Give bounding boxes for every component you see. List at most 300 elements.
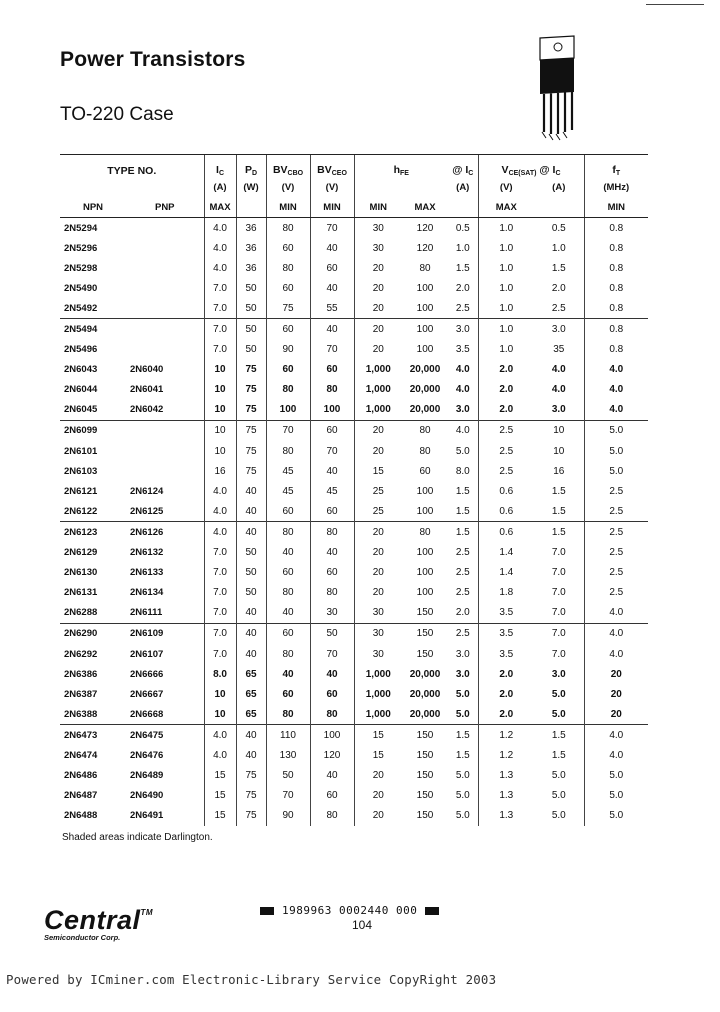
cell-ic: 7.0 (204, 603, 236, 624)
cell-ft: 2.5 (584, 522, 648, 543)
cell-hic: 2.0 (455, 282, 470, 294)
cell-vic: 3.0 (551, 404, 566, 416)
central-logo (44, 900, 153, 942)
logo-name: Central (44, 905, 141, 935)
cell-vic: 7.0 (551, 567, 566, 579)
table-row (60, 664, 648, 684)
cell-vic: 3.0 (534, 319, 584, 340)
cell-bvceo: 55 (310, 298, 354, 319)
cell-ft: 0.8 (584, 238, 648, 258)
bvceo-limit: MIN (310, 197, 354, 218)
cell-pnp: 2N6668 (130, 708, 164, 720)
cell-pnp: 2N6041 (130, 384, 164, 396)
cell-pnp: 2N6475 (126, 725, 204, 746)
cell-bvceo: 100 (310, 400, 354, 421)
cell-bvceo: 40 (310, 278, 354, 298)
cell-ic: 4.0 (204, 725, 236, 746)
header-row-2 (60, 177, 648, 197)
cell-ic: 7.0 (204, 644, 236, 664)
cell-vic: 5.0 (551, 810, 566, 822)
cell-vce: 2.0 (478, 360, 534, 380)
cell-pnp: 2N6666 (130, 668, 164, 680)
ic-limit: MAX (204, 197, 236, 218)
cell-bvcbo: 90 (266, 806, 310, 826)
cell-ic: 16 (204, 461, 236, 481)
cell-ic: 10 (204, 441, 236, 461)
cell-ft: 2.5 (584, 543, 648, 563)
cell-bvcbo: 100 (266, 400, 310, 421)
vcesat-unit: (V) (478, 177, 534, 197)
cell-bvceo: 40 (310, 461, 354, 481)
cell-bvceo: 40 (310, 238, 354, 258)
cell-vce: 2.0 (478, 704, 534, 725)
cell-vce: 1.3 (478, 766, 534, 786)
cell-hic: 5.0 (455, 688, 470, 700)
cell-bvcbo: 90 (266, 340, 310, 360)
cell-ft: 5.0 (584, 766, 648, 786)
table-row (60, 644, 648, 664)
cell-hmin: 25 (354, 481, 402, 501)
cell-pd: 50 (236, 563, 266, 583)
cell-hic: 0.5 (455, 222, 470, 234)
cell-ic: 15 (204, 786, 236, 806)
barcode-line (252, 904, 447, 917)
cell-npn: 2N6292 (64, 648, 98, 660)
cell-ft: 5.0 (584, 806, 648, 826)
cell-bvcbo: 70 (266, 420, 310, 441)
cell-pnp (126, 319, 204, 340)
cell-ft: 0.8 (584, 319, 648, 340)
cell-ic: 7.0 (204, 340, 236, 360)
cell-bvcbo: 50 (266, 766, 310, 786)
cell-npn: 2N5490 (64, 282, 98, 294)
cell-hmin: 1,000 (354, 360, 402, 380)
cell-bvcbo: 60 (266, 238, 310, 258)
cell-hmin: 20 (354, 298, 402, 319)
cell-ft: 4.0 (584, 644, 648, 664)
cell-npn: 2N6122 (64, 505, 98, 517)
vcesat-limit: MAX (478, 197, 534, 218)
cell-pnp: 2N6107 (130, 648, 164, 660)
type-no-header: TYPE NO. (60, 155, 204, 178)
cell-vic: 7.0 (551, 547, 566, 559)
cell-hmax: 20,000 (409, 708, 441, 720)
table-row (60, 745, 648, 765)
cell-hmax: 20,000 (409, 668, 441, 680)
cell-npn: 2N6474 (64, 749, 98, 761)
cell-hmin: 20 (354, 258, 402, 278)
ic-header: $I_C$ (204, 155, 236, 178)
cell-bvceo: 40 (310, 543, 354, 563)
cell-ft: 0.8 (584, 258, 648, 278)
table-row (60, 603, 648, 624)
cell-ic: 7.0 (204, 583, 236, 603)
cell-pnp (126, 461, 204, 481)
cell-ic: 10 (204, 360, 236, 380)
cell-hmin: 30 (354, 603, 402, 624)
cell-bvcbo: 40 (266, 603, 310, 624)
cell-vic: 7.0 (551, 587, 566, 599)
cell-pnp: 2N6490 (130, 790, 164, 802)
table-row (60, 420, 648, 441)
cell-hmin: 25 (354, 501, 402, 522)
cell-hmax: 120 (416, 222, 434, 234)
cell-vic: 1.5 (534, 725, 584, 746)
cell-vce: 0.6 (478, 522, 534, 543)
cell-bvcbo: 60 (266, 278, 310, 298)
cell-vce: 2.0 (478, 400, 534, 421)
cell-hmin: 30 (354, 644, 402, 664)
cell-hic: 3.0 (455, 648, 470, 660)
cell-ft: 4.0 (584, 745, 648, 765)
cell-pnp (126, 258, 204, 278)
cell-bvceo: 100 (310, 725, 354, 746)
cell-pd: 36 (236, 218, 266, 239)
cell-bvcbo: 80 (266, 441, 310, 461)
table-row (60, 278, 648, 298)
cell-pnp: 2N6111 (130, 607, 163, 619)
cell-bvcbo: 45 (266, 481, 310, 501)
cell-vce: 2.5 (478, 461, 534, 481)
cell-ic: 10 (204, 400, 236, 421)
cell-bvceo: 60 (310, 360, 354, 380)
table-row (60, 725, 648, 746)
cell-hmax: 100 (416, 567, 434, 579)
barcode-block-left (260, 907, 274, 915)
cell-hmax: 100 (416, 282, 434, 294)
cell-pnp: 2N6489 (130, 770, 164, 782)
cell-vic: 5.0 (551, 770, 566, 782)
cell-vic: 1.5 (534, 522, 584, 543)
cell-pd: 36 (236, 258, 266, 278)
cell-ic: 15 (204, 806, 236, 826)
cell-npn: 2N6473 (60, 725, 126, 746)
cell-hic: 4.0 (448, 420, 478, 441)
cell-hic: 2.5 (455, 567, 470, 579)
cell-hmax: 80 (402, 420, 448, 441)
cell-ic: 4.0 (204, 238, 236, 258)
cell-npn: 2N6488 (64, 810, 98, 822)
cell-bvcbo: 60 (266, 623, 310, 644)
cell-hic: 2.5 (455, 587, 470, 599)
cell-hic: 8.0 (455, 465, 470, 477)
cell-bvcbo: 70 (266, 786, 310, 806)
to220-package-icon (528, 32, 588, 142)
cell-hic: 1.5 (455, 485, 470, 497)
cell-pnp: 2N6476 (130, 749, 164, 761)
cell-hmax: 150 (416, 770, 434, 782)
cell-pd: 50 (236, 543, 266, 563)
cell-vce: 1.0 (478, 218, 534, 239)
cell-hmin: 15 (354, 745, 402, 765)
cell-hmin: 1,000 (354, 704, 402, 725)
cell-pd: 36 (236, 238, 266, 258)
cell-pd: 40 (236, 481, 266, 501)
cell-hic: 1.5 (455, 749, 470, 761)
cell-hmin: 15 (354, 725, 402, 746)
cell-ic: 10 (204, 704, 236, 725)
transistor-spec-table (60, 154, 648, 826)
cell-bvceo: 40 (310, 319, 354, 340)
cell-bvcbo: 60 (266, 501, 310, 522)
cell-pd: 50 (236, 298, 266, 319)
cell-ft: 0.8 (584, 218, 648, 239)
cell-pnp (126, 298, 204, 319)
cell-bvcbo: 60 (266, 563, 310, 583)
cell-vce: 1.2 (478, 745, 534, 765)
table-row (60, 501, 648, 522)
cell-hmax: 100 (416, 547, 434, 559)
cell-hmin: 20 (354, 522, 402, 543)
cell-pnp: 2N6491 (130, 810, 164, 822)
table-row (60, 786, 648, 806)
cell-npn: 2N6387 (64, 688, 98, 700)
vcesat-ic-unit: (A) (552, 181, 566, 193)
cell-hmin: 15 (354, 461, 402, 481)
cell-pnp: 2N6126 (126, 522, 204, 543)
cell-bvcbo: 80 (266, 380, 310, 400)
cell-bvceo: 60 (310, 684, 354, 704)
hfe-min-header: MIN (354, 197, 402, 218)
cell-bvceo: 80 (310, 522, 354, 543)
cell-ft: 4.0 (584, 623, 648, 644)
cell-vce: 1.4 (478, 543, 534, 563)
cell-ft: 5.0 (584, 420, 648, 441)
cell-pd: 75 (236, 441, 266, 461)
cell-hmax: 20,000 (409, 364, 441, 376)
cell-npn: 2N6288 (64, 607, 98, 619)
cell-vic: 2.0 (551, 282, 566, 294)
cell-pd: 75 (236, 461, 266, 481)
cell-vic: 1.5 (551, 505, 566, 517)
cell-ic: 4.0 (204, 522, 236, 543)
cell-vic: 10 (553, 445, 565, 457)
table-body (60, 218, 648, 826)
cell-bvceo: 45 (310, 481, 354, 501)
cell-vce: 2.5 (478, 441, 534, 461)
cell-bvceo: 30 (310, 603, 354, 624)
logo-tm: TM (140, 908, 154, 917)
table-row (60, 543, 648, 563)
cell-pnp: 2N6133 (130, 567, 164, 579)
cell-pd: 75 (236, 786, 266, 806)
cell-ic: 4.0 (204, 501, 236, 522)
cell-ic: 10 (204, 684, 236, 704)
cell-pd: 75 (236, 360, 266, 380)
table-row (60, 583, 648, 603)
cell-ic: 10 (204, 420, 236, 441)
cell-hmax: 150 (416, 790, 434, 802)
cell-ft: 0.8 (584, 340, 648, 360)
cell-hic: 1.5 (448, 522, 478, 543)
cell-npn: 2N5296 (64, 242, 98, 254)
cell-pd: 75 (236, 380, 266, 400)
cell-bvceo: 80 (310, 704, 354, 725)
cell-hic: 2.5 (455, 547, 470, 559)
cell-ft: 5.0 (584, 441, 648, 461)
vcesat-header: $V_{CE(SAT)}$ @ $I_C$ (478, 155, 584, 178)
cell-npn: 2N6386 (64, 668, 98, 680)
cell-ic: 7.0 (204, 298, 236, 319)
cell-vic: 5.0 (551, 708, 566, 720)
cell-vic: 3.0 (551, 668, 566, 680)
bvcbo-unit: (V) (266, 177, 310, 197)
cell-ic: 4.0 (204, 481, 236, 501)
cell-pnp (126, 420, 204, 441)
cell-hmin: 1,000 (354, 664, 402, 684)
cell-vic: 5.0 (551, 688, 566, 700)
cell-pd: 40 (236, 644, 266, 664)
cell-vic: 1.0 (551, 242, 566, 254)
cell-vic: 35 (553, 344, 565, 356)
cell-bvceo: 80 (310, 583, 354, 603)
cell-hmin: 20 (354, 563, 402, 583)
cell-pd: 50 (236, 319, 266, 340)
cell-bvcbo: 80 (266, 644, 310, 664)
cell-hmin: 30 (354, 623, 402, 644)
cell-bvcbo: 45 (266, 461, 310, 481)
cell-ic: 4.0 (204, 218, 236, 239)
table-row (60, 684, 648, 704)
cell-ic: 4.0 (204, 258, 236, 278)
pd-header: $P_D$ (236, 155, 266, 178)
cell-vce: 2.0 (478, 380, 534, 400)
cell-hmax: 80 (419, 445, 431, 457)
cell-bvceo: 70 (310, 218, 354, 239)
cell-pd: 50 (236, 278, 266, 298)
cell-ic: 10 (204, 380, 236, 400)
cell-ft: 0.8 (584, 278, 648, 298)
cell-hmax: 20,000 (409, 688, 441, 700)
cell-pd: 75 (236, 420, 266, 441)
cell-pd: 75 (236, 400, 266, 421)
cell-hmax: 120 (416, 242, 434, 254)
cell-vce: 2.0 (478, 664, 534, 684)
cell-hic: 1.5 (455, 262, 470, 274)
cell-hmax: 150 (416, 648, 434, 660)
cell-pnp (126, 441, 204, 461)
cell-pnp: 2N6042 (130, 404, 164, 416)
cell-pd: 50 (236, 583, 266, 603)
page-subtitle: TO-220 Case (60, 104, 174, 125)
cell-hmax: 80 (419, 262, 431, 274)
cell-pd: 40 (236, 745, 266, 765)
table-row (60, 623, 648, 644)
table-row (60, 218, 648, 239)
hfe-max-header: MAX (402, 197, 448, 218)
cell-bvceo: 80 (310, 380, 354, 400)
cell-ft: 2.5 (584, 501, 648, 522)
cell-ic: 7.0 (204, 623, 236, 644)
table-row (60, 704, 648, 725)
cell-pd: 75 (236, 766, 266, 786)
cell-hmax: 100 (416, 485, 434, 497)
cell-hmax: 150 (402, 623, 448, 644)
cell-bvceo: 60 (310, 420, 354, 441)
cell-hmin: 20 (354, 319, 402, 340)
cell-vic: 5.0 (551, 790, 566, 802)
cell-hmin: 30 (354, 238, 402, 258)
barcode-block-right (425, 907, 439, 915)
cell-bvcbo: 80 (266, 218, 310, 239)
cell-hmax: 150 (416, 810, 434, 822)
cell-hmax: 20,000 (409, 384, 441, 396)
header-row-3 (60, 197, 648, 218)
cell-vic: 7.0 (551, 648, 566, 660)
cell-ft: 4.0 (584, 400, 648, 421)
table-row (60, 360, 648, 380)
cell-hmin: 20 (354, 441, 402, 461)
cell-npn: 2N5294 (64, 222, 98, 234)
cell-hmin: 20 (354, 786, 402, 806)
cell-pnp: 2N6134 (130, 587, 164, 599)
cell-vic: 1.5 (551, 262, 566, 274)
cell-bvcbo: 40 (266, 664, 310, 684)
cell-hic: 3.0 (455, 404, 470, 416)
cell-npn: 2N6099 (60, 420, 126, 441)
cell-vce: 1.3 (478, 786, 534, 806)
footer-credit: Powered by ICminer.com Electronic-Library Service CopyRight 2003 (6, 972, 497, 987)
logo-tagline: Semiconductor Corp. (44, 933, 121, 942)
cell-hmax: 60 (419, 465, 431, 477)
cell-bvceo: 70 (310, 441, 354, 461)
hfe-ic-unit: (A) (456, 181, 470, 193)
bvcbo-header: $BV_{CBO}$ (266, 155, 310, 178)
cell-vce: 1.0 (478, 258, 534, 278)
cell-ic: 7.0 (204, 543, 236, 563)
cell-ft: 2.5 (584, 563, 648, 583)
table-row (60, 522, 648, 543)
cell-hic: 1.5 (448, 725, 478, 746)
cell-bvcbo: 75 (266, 298, 310, 319)
cell-bvcbo: 60 (266, 684, 310, 704)
cell-vic: 1.5 (551, 749, 566, 761)
table-row (60, 380, 648, 400)
cell-hic: 5.0 (455, 790, 470, 802)
cell-vic: 4.0 (551, 384, 566, 396)
cell-hic: 3.0 (448, 319, 478, 340)
ic-unit: (A) (204, 177, 236, 197)
cell-bvcbo: 40 (266, 543, 310, 563)
cell-bvceo: 70 (310, 644, 354, 664)
cell-bvcbo: 60 (266, 319, 310, 340)
cell-pnp: 2N6040 (130, 364, 164, 376)
cell-bvceo: 60 (310, 501, 354, 522)
cell-vic: 1.5 (551, 485, 566, 497)
darlington-note: Shaded areas indicate Darlington. (62, 832, 213, 843)
cell-hmin: 20 (354, 766, 402, 786)
cell-vce: 1.2 (478, 725, 534, 746)
cell-npn: 2N6043 (64, 364, 98, 376)
cell-pnp (126, 278, 204, 298)
cell-vic: 10 (534, 420, 584, 441)
cell-bvceo: 60 (310, 563, 354, 583)
pd-unit: (W) (236, 177, 266, 197)
cell-hmax: 150 (416, 749, 434, 761)
cell-pd: 40 (236, 725, 266, 746)
cell-pd: 65 (236, 684, 266, 704)
cell-ic: 7.0 (204, 278, 236, 298)
cell-ic: 8.0 (204, 664, 236, 684)
table-row (60, 238, 648, 258)
cell-hmin: 20 (354, 543, 402, 563)
cell-vce: 1.0 (478, 319, 534, 340)
table-row (60, 481, 648, 501)
cell-ic: 4.0 (204, 745, 236, 765)
cell-bvcbo: 80 (266, 583, 310, 603)
cell-npn: 2N5492 (64, 302, 98, 314)
cell-vic: 7.0 (551, 607, 566, 619)
